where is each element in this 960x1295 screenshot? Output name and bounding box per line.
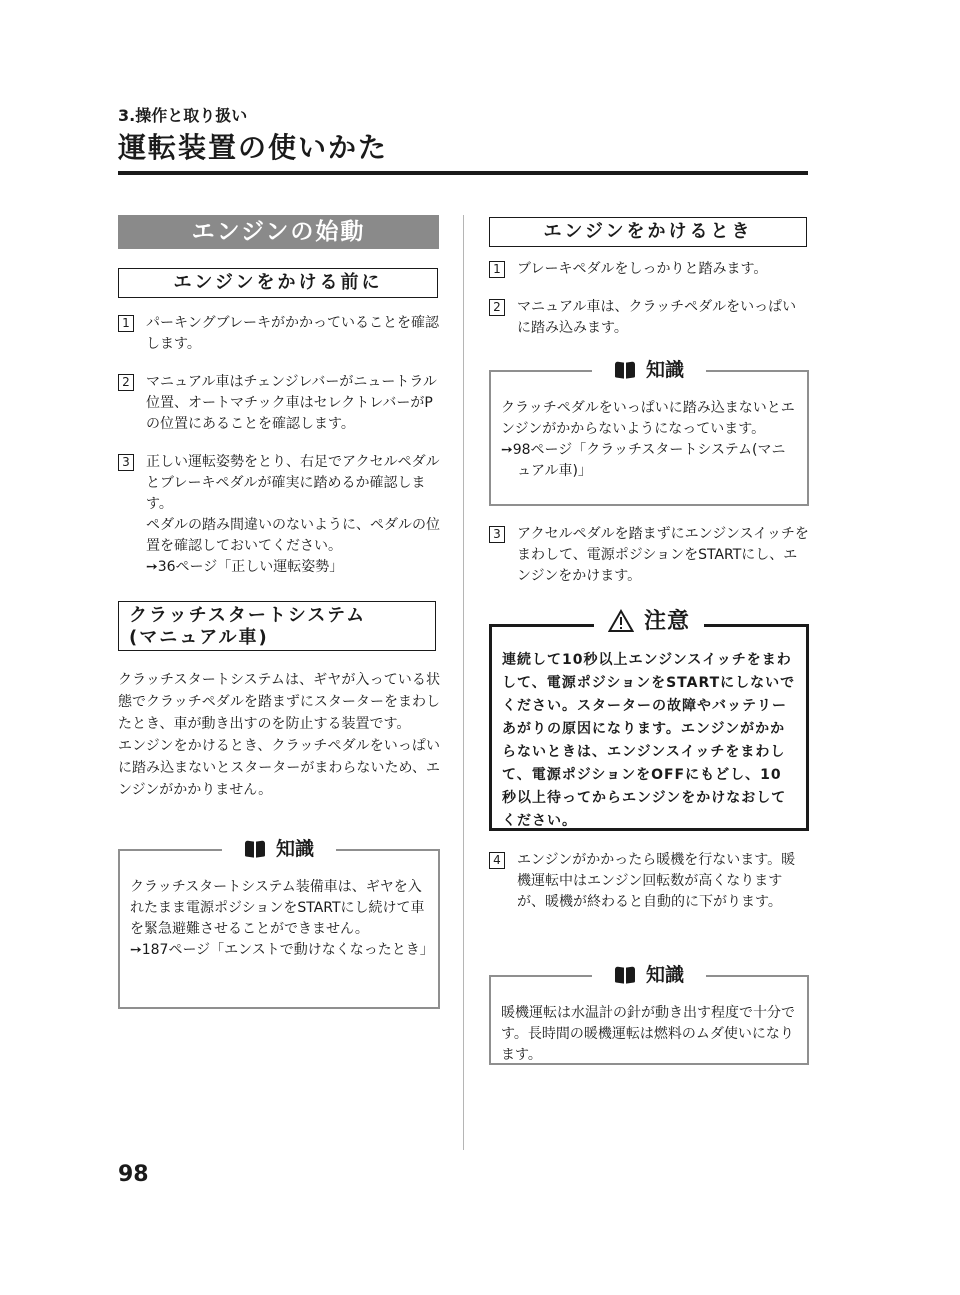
paragraph: エンジンをかけるとき、クラッチペダルをいっぱいに踏み込まないとスターターがまわらないため、エンジンがかかりません。 [118, 738, 440, 798]
subsection-clutch-start [118, 601, 436, 651]
starting-step-3 [489, 524, 809, 604]
note-heading [592, 961, 706, 989]
note-label: 知識 [275, 838, 315, 860]
section-banner: エンジンの始動 [118, 215, 439, 249]
knowledge-note [489, 964, 809, 1065]
step-item [489, 524, 809, 587]
step-extra-text: ペダルの踏み間違いのないように、ペダルの位置を確認しておいてください。 [146, 517, 440, 554]
title-rule [118, 171, 808, 175]
book-icon [614, 965, 636, 985]
step-number: 4 [489, 852, 505, 869]
step-item [489, 259, 809, 280]
step-number: 1 [118, 315, 134, 332]
page-reference: ➙98ページ「クラッチスタートシステム(マニュアル車)」 [501, 442, 786, 479]
warning-icon [608, 609, 634, 633]
knowledge-note [489, 359, 809, 506]
note-text: クラッチペダルをいっぱいに踏み込まないとエンジンがかからないようになっています。 [501, 400, 795, 437]
note-heading [592, 356, 706, 384]
step-text: ブレーキペダルをしっかりと踏みます。 [517, 261, 768, 277]
step-item [118, 372, 440, 435]
note-label: 知識 [645, 359, 685, 381]
step-number: 1 [489, 261, 505, 278]
step-text: アクセルペダルを踏まずにエンジンスイッチをまわして、電源ポジションをSTARTにし、エンジンをかけます。 [517, 526, 809, 584]
page-title: 運転装置の使いかた [118, 131, 389, 164]
caution-text: 連続して10秒以上エンジンスイッチをまわして、電源ポジションをSTARTにしないでください。スターターの故障やバッテリーあがりの原因になります。エンジンがかからないときは、エンジンスイッチをまわして、電源ポジションをOFFにもどし、10秒以上待ってからエンジンをかけなおしてください。 [502, 652, 796, 829]
starting-steps [489, 259, 809, 356]
caution-label: 注意 [643, 608, 691, 634]
chapter-label: 3.操作と取り扱い [118, 106, 248, 125]
subsection-starting-engine: エンジンをかけるとき [489, 217, 807, 247]
paragraph: クラッチスタートシステムは、ギヤが入っている状態でクラッチペダルを踏まずにスターターをまわしたとき、車が動き出すのを防止する装置です。 [118, 672, 440, 732]
step-item [118, 452, 440, 578]
page-reference: ➙36ページ「正しい運転姿勢」 [146, 559, 344, 575]
step-number: 3 [489, 526, 505, 543]
step-number: 2 [118, 374, 134, 391]
knowledge-note [118, 838, 440, 1009]
book-icon [614, 360, 636, 380]
caution-heading [594, 609, 704, 633]
step-number: 2 [489, 299, 505, 316]
step-text: パーキングブレーキがかかっていることを確認します。 [146, 315, 440, 352]
step-text: マニュアル車は、クラッチペダルをいっぱいに踏み込みます。 [517, 299, 797, 336]
step-text: エンジンがかかったら暖機を行ないます。暖機運転中はエンジン回転数が高くなりますが、暖機が終わると自動的に下がります。 [517, 852, 796, 910]
clutch-description [118, 669, 440, 801]
before-start-steps [118, 313, 440, 595]
page-number: 98 [118, 1162, 149, 1187]
step-item [489, 297, 809, 339]
subsection-title-line: クラッチスタートシステム [129, 605, 367, 626]
book-icon [244, 839, 266, 859]
step-item [489, 850, 809, 913]
starting-step-4 [489, 850, 809, 930]
step-number: 3 [118, 454, 134, 471]
caution-box [489, 608, 809, 831]
column-divider [463, 215, 464, 1150]
step-text: マニュアル車はチェンジレバーがニュートラル位置、オートマチック車はセレクトレバーがPの位置にあることを確認します。 [146, 374, 437, 432]
note-text: クラッチスタートシステム装備車は、ギヤを入れたまま電源ポジションをSTARTにし続けて車を緊急避難させることができません。 [130, 879, 425, 937]
step-text: 正しい運転姿勢をとり、右足でアクセルペダルとブレーキペダルが確実に踏めるか確認します。 [146, 454, 440, 512]
subsection-title-line: (マニュアル車) [129, 627, 269, 648]
page-reference: ➙187ページ「エンストで動けなくなったとき」 [130, 942, 434, 958]
step-item [118, 313, 440, 355]
note-text: 暖機運転は水温計の針が動き出す程度で十分です。長時間の暖機運転は燃料のムダ使いになります。 [501, 1005, 795, 1063]
note-heading [222, 835, 336, 863]
note-label: 知識 [645, 964, 685, 986]
subsection-before-start: エンジンをかける前に [118, 268, 438, 298]
